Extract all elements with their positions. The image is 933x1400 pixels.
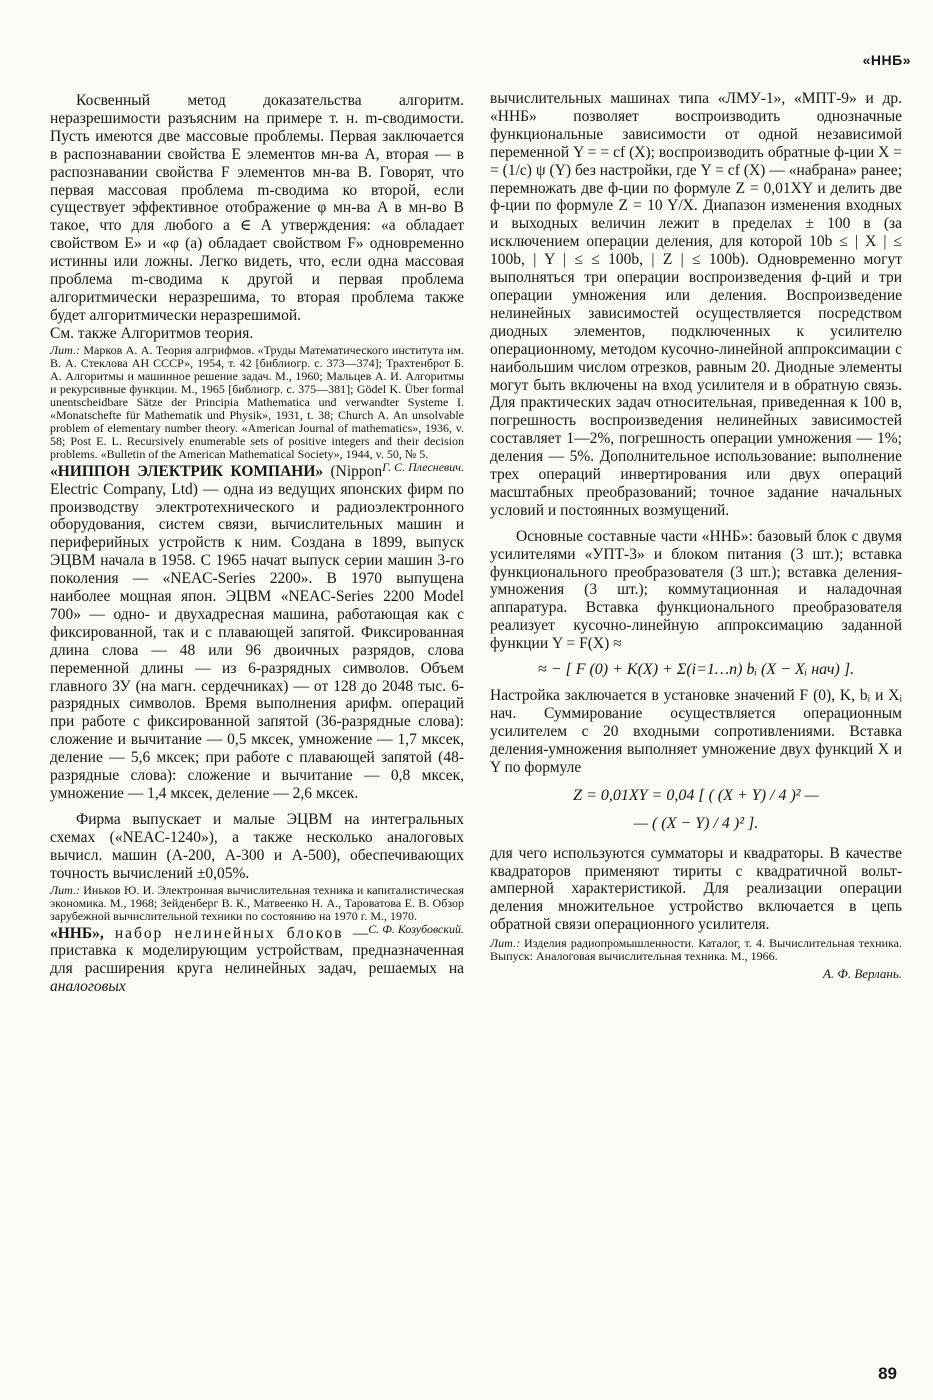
author-signature: С. Ф. Козубовский. bbox=[368, 921, 464, 936]
bibliography-nnb bbox=[490, 937, 902, 963]
multiplication-formula-line-1: Z = 0,01XY = 0,04 [ ( (X + Y) / 4 )² — bbox=[573, 786, 819, 804]
entry-text: — приставка к моделирующим устройствам, предназначенная для расширения круга нелинейных задач, решаемых на bbox=[50, 924, 464, 978]
nippon-entry bbox=[50, 459, 464, 803]
left-column bbox=[50, 92, 464, 996]
entry-text: (Nippon Electric Company, Ltd) — одна из ведущих японских фирм по производству электротехнического и радиоэлектронного оборудования, систем связи, вычислительных машин и периферийных устройств к ним. Создана в 1899, выпуск ЭЦВМ начала в 1958. С 1965 начат выпуск серии машин 3-го поколения — «NEAC-Series 2200». В 1970 выпущена наиболее мощная япон. ЭЦВМ «NEAC-Series 2200 Model 700» — одно- и двухадресная машина, работающая как с фиксированной, так и с плавающей запятой. Фиксированная длина слова — 48 или 96 двоичных разрядов, слова переменной длины — из 6-разрядных символов. Объем главного ЗУ (на магн. сердечниках) — от 128 до 2048 тыс. 6-разрядных символов. Время выполнения арифм. операций при работе с фиксированной запятой (36-разрядные слова): сложение и вычитание — 0,5 мксек, умножение — 1,7 мксек, деление — 5,6 мксек; при работе с плавающей запятой (48-разрядные слова): сложение и вычитание — 0,8 мксек, умножение — 1,4 мксек, деление — 2,6 мксек. bbox=[50, 462, 464, 802]
author-signature: А. Ф. Верлань. bbox=[822, 966, 902, 982]
entry-headword: «НИППОН ЭЛЕКТРИК КОМПАНИ» bbox=[50, 462, 324, 480]
lit-label: Лит.: bbox=[50, 342, 80, 357]
entry-italic-tail: аналоговых bbox=[50, 978, 126, 996]
nnb-components-paragraph: Основные составные части «ННБ»: базовый блок с двумя усилителями «УПТ-3» и блоком питания (3 шт.); вставка функционального преобразователя (3 шт.); вставка деления-умножения (3 шт.); коммутационная и наладочная аппаратура. Вставка функционального преобразователя реализует кусочно-линейную аппроксимацию заданной функции Y = F(X) ≈ bbox=[490, 527, 902, 653]
lit-text: Иньков Ю. И. Электронная вычислительная техника и капиталистическая экономика. М., 1968; Зейденберг В. К., Матвеенко Н. А., Тароватова Е. В. Обзор зарубежной вычислительной техники по состоянию на 1970 г. М., 1970. bbox=[50, 882, 465, 923]
lit-text: Изделия радиопромышленности. Каталог, т. 4. Вычислительная техника. Выпуск: Аналоговая вычислительная техника. М., 1966. bbox=[490, 936, 902, 964]
author-signature-line bbox=[490, 967, 902, 981]
entry-spaced-term: набор нелинейных блоков bbox=[103, 924, 344, 942]
entry-headword: «ННБ», bbox=[50, 924, 104, 942]
lit-text: Марков А. А. Теория алгрифмов. «Труды Математического института им. В. А. Стеклова АН СССР», 1954, т. 42 [библиогр. с. 373—374]; Трахтенброт Б. А. Алгоритмы и машинное решение задач. М., 1960; Мальцев А. И. Алгоритмы и рекурсивные функции. М., 1965 [библиогр. с. 375—381]; Gödel K. Über formal unentscheidbare Sätze der Principia Mathematica und verwandter Systeme I. «Monatschefte für Mathematik und Physik», 1931, t. 38; Church A. An unsolvable problem of elementary number theory. «American Journal of mathematics», 1936, v. 58; Post E. L. Recursively enumerable sets of positive integers and their decision problems. «Bulletin of the American Mathematical Society», 1944, v. 50, № 5. bbox=[50, 342, 465, 461]
page-number: 89 bbox=[878, 1364, 897, 1383]
author-signature: Г. С. Плесневич. bbox=[382, 459, 464, 474]
approximation-formula: ≈ − [ F (0) + K(X) + Σ(i=1…n) bᵢ (X − Xᵢ нач) ]. bbox=[537, 661, 855, 679]
running-head: «ННБ» bbox=[862, 52, 911, 68]
nippon-paragraph-2: Фирма выпускает и малые ЭЦВМ на интегральных схемах («NEAC-1240»), а также несколько аналоговых вычисл. машин (А-200, А-300 и А-500), обеспечивающих точность вычислений ±0,05%. bbox=[50, 810, 464, 882]
lit-label: Лит.: bbox=[50, 882, 80, 897]
lit-label: Лит.: bbox=[490, 936, 520, 951]
formula-explanation: Настройка заключается в установке значений F (0), K, bᵢ и Xᵢ нач. Суммирование осуществляется операционным усилителем с 20 входными сопротивлениями. Вставка деления-умножения выполняет умножение двух функций X и Y по формуле bbox=[490, 687, 902, 776]
indirect-method-paragraph: Косвенный метод доказательства алгоритм. неразрешимости разъясним на примере т. н. m-сводимости. Пусть имеются две массовые проблемы. Первая заключается в распознавании свойства E элементов мн-ва A, вторая — в распознавании свойства F элементов мн-ва B. Говорят, что первая массовая проблема m-сводима ко второй, если существует эффективное отображение φ мн-ва A в мн-во B такое, что для любого a ∈ A утверждения: «a обладает свойством E» и «φ (a) обладает свойством F» одновременно истинны или ложны. Легко видеть, что, если одна массовая проблема m-сводима к другой и первая проблема алгоритмически неразрешима, то вторая проблема также будет алгоритмически неразрешимой. bbox=[50, 92, 464, 324]
right-column bbox=[490, 90, 902, 981]
nnb-continuation: вычислительных машинах типа «ЛМУ-1», «МПТ-9» и др. «ННБ» позволяет воспроизводить однозначные функциональные зависимости от одной независимой переменной Y = = cf (X); воспроизводить обратные ф-ции X = = (1/c) ψ (Y) без настройки, где Y = cf (X) — «набрана» ранее; перемножать две ф-ции по формуле Z = 0,01XY и делить две ф-ции по формуле Z = 10 Y/X. Диапазон изменения входных и выходных величин лежит в пределах ± 100 в (за исключением операции деления, для которой 10b ≤ | X | ≤ 100b, | Y | ≤ ≤ 100b, | Z | ≤ 100b). Одновременно могут выполняться три операции воспроизведения ф-ций и три операции умножения или деления. Воспроизведение нелинейных зависимостей осуществляется посредством диодных элементов, подключенных к усилителю операционному, методом кусочно-линейной аппроксимации с наибольшим числом отрезков, равным 20. Диодные элементы могут быть включены на вход усилителя и в обратную связь. Для практических задач относительная, приведенная к 100 в, погрешность воспроизведения нелинейных зависимостей составляет 1—2%, погрешность операции умножения — 1%; деления — 5%. Дополнительное использование: выполнение трех операций инвертирования или двух операций масштабных преобразований; точное задание начальных условий и постоянных возмущений. bbox=[490, 90, 902, 519]
squarers-paragraph: для чего используются сумматоры и квадраторы. В качестве квадраторов применяют тириты с квадратичной вольт-амперной характеристикой. Для реализации операции деления множительное устройство включается в цепь обратной связи операционного усилителя. bbox=[490, 844, 902, 934]
multiplication-formula-line-2: — ( (X − Y) / 4 )² ]. bbox=[633, 814, 759, 832]
see-also-reference: См. также Алгоритмов теория. bbox=[50, 324, 254, 342]
